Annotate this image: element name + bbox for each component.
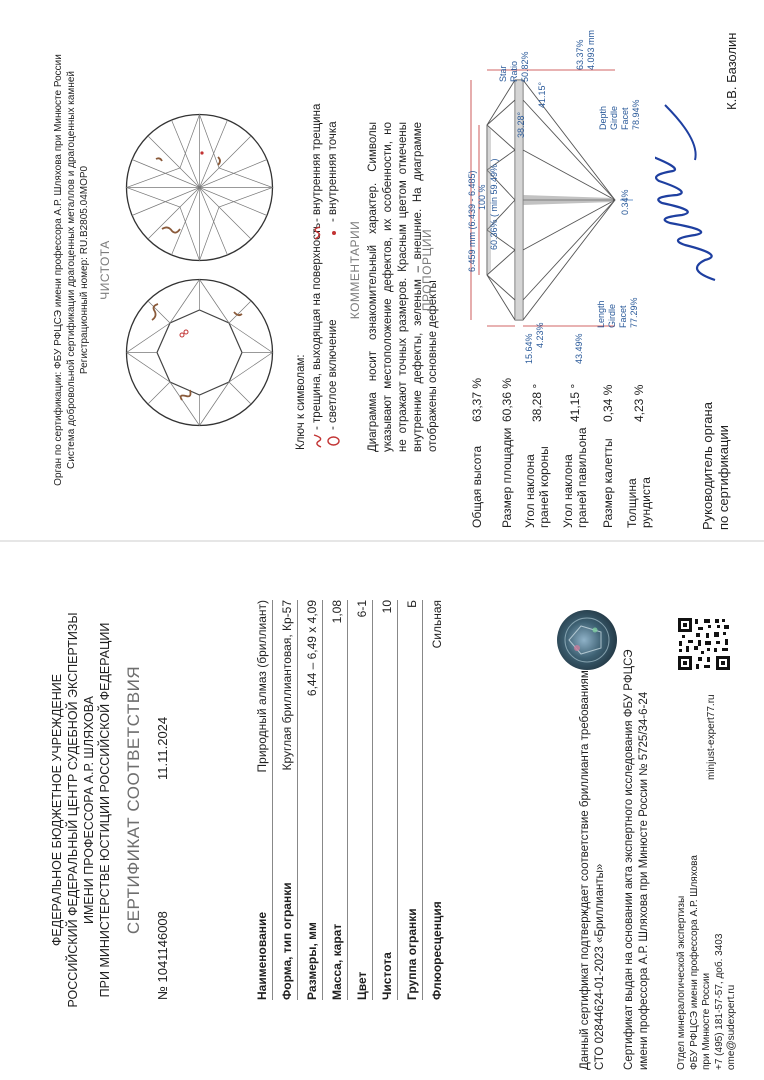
legend-title: Ключ к символам: bbox=[295, 354, 307, 450]
signature bbox=[655, 90, 735, 290]
label-star-ratio-line-3: 50.82% bbox=[520, 51, 530, 82]
contacts-line-3: при Минюсте России bbox=[701, 972, 712, 1070]
label-upper-girdle-line-2: Girdle bbox=[609, 105, 619, 130]
label-total-depth-line-2: 4.093 mm bbox=[586, 29, 596, 70]
row-divider bbox=[422, 600, 423, 1000]
label-pavilion-angle: 41.15° bbox=[537, 81, 547, 108]
cert-body-line-1: Орган по сертификации: ФБУ РФЦСЭ имени профессора А.Р. Шляхова при Минюсте России bbox=[53, 54, 64, 486]
row-label-name: Наименование bbox=[255, 911, 269, 1000]
certificate-left-panel bbox=[0, 540, 764, 1080]
clarity-plot-pavilion bbox=[122, 110, 277, 265]
row-value-name: Природный алмаз (бриллиант) bbox=[255, 600, 269, 773]
label-lower-girdle-line-2: Girdle bbox=[607, 303, 617, 328]
label-lower-girdle-line-3: Facet bbox=[618, 305, 628, 328]
legend-internal-point: - внутренняя точка bbox=[327, 121, 339, 222]
row-divider bbox=[397, 600, 398, 1000]
head-title bbox=[700, 402, 732, 530]
label-pavilion-depth: 43.49% bbox=[574, 333, 584, 364]
row-label-clarity: Чистота bbox=[380, 952, 394, 1000]
row-divider bbox=[347, 600, 348, 1000]
cert-body-line-2: Система добровольной сертификации драгоценных металлов и драгоценных камней bbox=[66, 71, 77, 469]
certificate-number: № 1041146008 bbox=[155, 911, 170, 1000]
internal-point-icon bbox=[329, 228, 339, 238]
row-value-cut: Круглая бриллиантовая, Кр-57 bbox=[280, 600, 294, 771]
hologram-seal bbox=[555, 608, 619, 672]
prop-value-culet: 0,34 % bbox=[601, 384, 615, 422]
prop-value-girdle: 4,23 % bbox=[632, 384, 646, 422]
row-divider bbox=[372, 600, 373, 1000]
proportions-title: ПРОПОРЦИИ bbox=[420, 228, 434, 312]
org-line-4: ПРИ МИНИСТЕРСТВЕ ЮСТИЦИИ РОССИЙСКОЙ ФЕДЕРАЦИИ bbox=[98, 622, 112, 998]
clarity-title: ЧИСТОТА bbox=[98, 240, 112, 300]
org-line-2: РОССИЙСКИЙ ФЕДЕРАЛЬНЫЙ ЦЕНТР СУДЕБНОЙ ЭКСПЕРТИЗЫ bbox=[66, 612, 80, 1008]
statement-compliance-line-2: СТО 02844624-01-2023 «Бриллианты» bbox=[594, 863, 606, 1070]
row-label-dimensions: Размеры, мм bbox=[305, 922, 319, 1000]
label-upper-girdle-line-4: 78.94% bbox=[631, 99, 641, 130]
label-upper-girdle-line-3: Facet bbox=[620, 107, 630, 130]
row-label-cut-group: Группа огранки bbox=[405, 908, 419, 1000]
cert-body-line-3: Регистрационный номер: RU.B2805.04МОР0 bbox=[79, 165, 90, 375]
certificate-title: СЕРТИФИКАТ СООТВЕТСТВИЯ bbox=[124, 665, 143, 935]
row-value-cut-group: Б bbox=[405, 600, 419, 608]
org-line-3: ИМЕНИ ПРОФЕССОРА А.Р. ШЛЯХОВА bbox=[82, 696, 96, 924]
label-total-depth-line-1: 63.37% bbox=[575, 39, 585, 70]
legend-light-inclusion: - светлое включение bbox=[327, 319, 339, 430]
prop-value-crown-angle: 38,28 ° bbox=[530, 383, 544, 422]
label-upper-girdle-line-1: Depth bbox=[598, 105, 608, 130]
row-value-clarity: 10 bbox=[380, 600, 394, 614]
row-value-fluorescence: Сильная bbox=[430, 600, 444, 649]
row-divider bbox=[322, 600, 323, 1000]
light-inclusion-icon bbox=[327, 434, 340, 448]
label-total-depth bbox=[575, 30, 597, 70]
head-title-line-1: Руководитель органа bbox=[700, 402, 715, 530]
label-diameter-pct: 100 % bbox=[477, 184, 487, 210]
prop-label-table: Размер площадки bbox=[500, 427, 514, 528]
label-girdle-thickness: 4.23% bbox=[535, 322, 545, 348]
legend-surface-crack: - трещина, выходящая на поверхность bbox=[311, 222, 323, 430]
qr-code-icon bbox=[676, 616, 732, 672]
label-culet: 0.34% bbox=[620, 189, 630, 215]
clarity-plot-crown bbox=[122, 275, 277, 430]
row-value-dimensions: 6,44 – 6,49 x 4,09 bbox=[305, 600, 319, 697]
prop-value-table: 60,36 % bbox=[500, 377, 514, 422]
row-label-color: Цвет bbox=[355, 971, 369, 1000]
label-lower-girdle-line-4: 77.29% bbox=[629, 297, 639, 328]
certification-body bbox=[52, 0, 91, 540]
statement-issued-line-1: Сертификат выдан на основании акта экспертного исследования ФБУ РФЦСЭ bbox=[623, 649, 635, 1070]
row-label-weight: Масса, карат bbox=[330, 923, 344, 1000]
inclusion-dot bbox=[200, 151, 203, 154]
label-star-ratio bbox=[498, 51, 531, 82]
label-upper-girdle bbox=[598, 99, 642, 130]
surface-crack-icon bbox=[312, 434, 324, 448]
prop-label-pavilion-angle: Угол наклона граней павильона bbox=[561, 427, 589, 528]
comments-title: КОММЕНТАРИИ bbox=[348, 220, 362, 320]
legend-internal-crack: - внутренняя трещина bbox=[311, 103, 323, 222]
row-value-color: 6-1 bbox=[355, 600, 369, 618]
label-lower-girdle bbox=[596, 297, 640, 328]
label-table-pct: 60.36% ( min 59.49% ) bbox=[489, 158, 499, 250]
prop-label-crown-angle: Угол наклона граней короны bbox=[523, 446, 551, 528]
prop-value-pavilion-angle: 41,15 ° bbox=[568, 383, 582, 422]
contacts-line-2: ФБУ РФЦСЭ имени профессора А.Р. Шляхова bbox=[688, 855, 700, 1070]
row-label-cut: Форма, тип огранки bbox=[280, 882, 294, 1000]
row-divider bbox=[272, 600, 273, 1000]
label-diameter: 6.459 mm (6.439 - 6.485) bbox=[467, 170, 477, 272]
comments-text: Диаграмма носит ознакомительный характер. Символы указывают местоположение дефектов, их особенности, но не отражают точных размеров. Красным цветом отмечены внутренние дефекты, зеленым – внешние. На диаграмме отображены основные дефекты bbox=[367, 122, 439, 452]
contacts-block bbox=[676, 855, 739, 1070]
label-crown-height: 15.64% bbox=[524, 333, 534, 364]
label-crown-angle: 38.28° bbox=[516, 111, 526, 138]
contacts-email: ome@sudexpert.ru bbox=[726, 984, 737, 1070]
statement-compliance-line-1: Данный сертификат подтверждает соответствие бриллианта требованиям bbox=[579, 670, 591, 1070]
prop-value-total-depth: 63,37 % bbox=[470, 377, 484, 422]
prop-label-girdle: Толщина рундиста bbox=[625, 477, 653, 528]
row-label-fluorescence: Флюоресценция bbox=[430, 901, 444, 1000]
prop-label-total-depth: Общая высота bbox=[470, 445, 484, 528]
head-title-line-2: по сертификации bbox=[716, 425, 731, 530]
label-star-ratio-line-2: Ratio bbox=[509, 60, 519, 82]
contacts-line-4: +7 (495) 181-57-57, доб. 3403 bbox=[713, 933, 725, 1070]
statement-issued bbox=[622, 649, 652, 1070]
head-name: К.В. Базолин bbox=[724, 32, 739, 110]
contacts-line-1: Отдел минералогической экспертизы bbox=[676, 895, 687, 1070]
certificate-date: 11.11.2024 bbox=[155, 716, 170, 780]
row-value-weight: 1,08 bbox=[330, 600, 344, 624]
statement-compliance bbox=[578, 670, 608, 1070]
prop-label-culet: Размер калетты bbox=[601, 438, 615, 528]
website: minjust-expert77.ru bbox=[706, 694, 717, 780]
internal-crack-icon bbox=[312, 226, 324, 240]
statement-issued-line-2: имени профессора А.Р. Шляхова при Минюсте России № 5725/34-6-24 bbox=[638, 691, 650, 1070]
label-lower-girdle-line-1: Length bbox=[596, 300, 606, 328]
row-divider bbox=[297, 600, 298, 1000]
org-line-1: ФЕДЕРАЛЬНОЕ БЮДЖЕТНОЕ УЧРЕЖДЕНИЕ bbox=[50, 673, 64, 947]
label-star-ratio-line-1: Star bbox=[498, 65, 508, 82]
